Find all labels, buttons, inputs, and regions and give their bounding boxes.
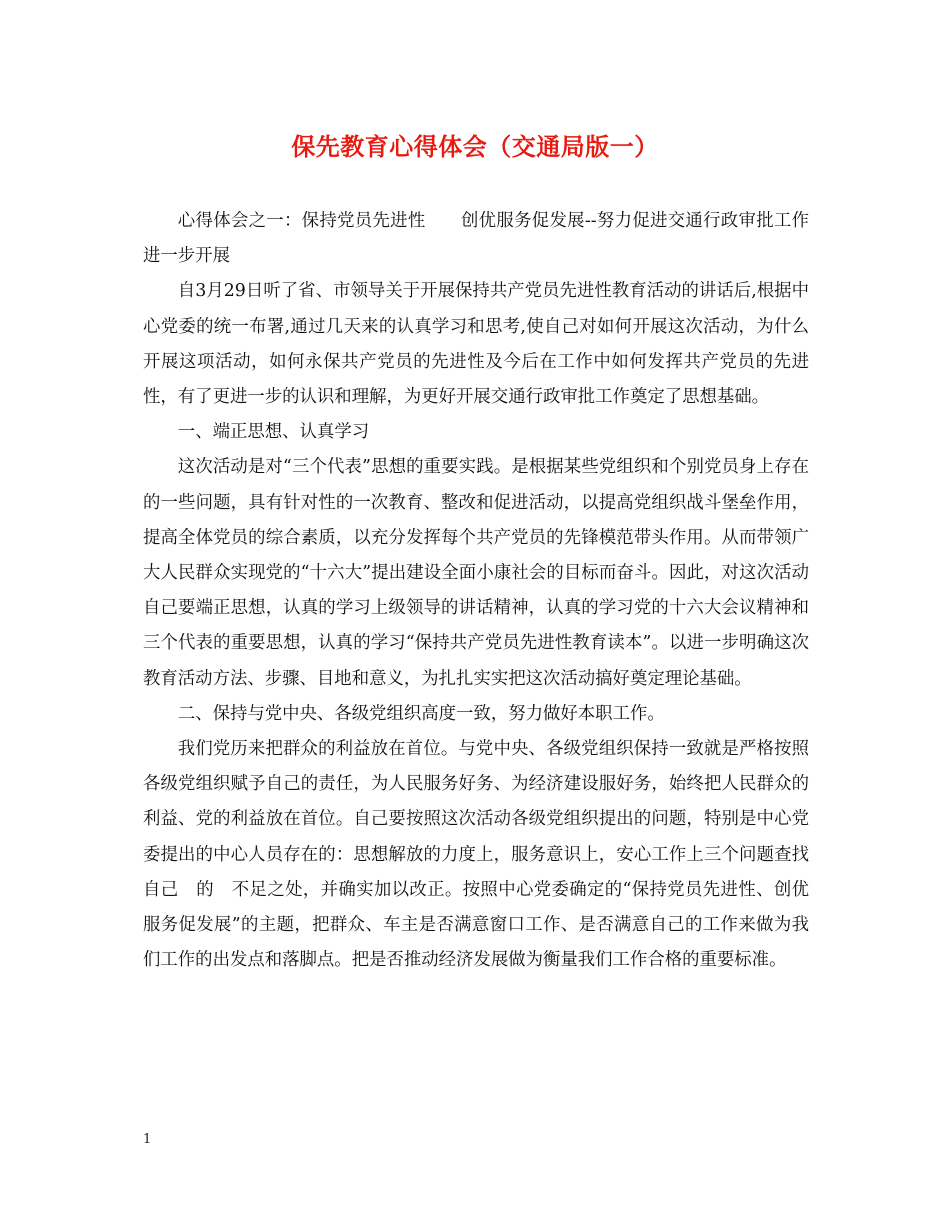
paragraph-intro: 自3月29日听了省、市领导关于开展保持共产党员先进性教育活动的讲话后,根据中心党委的统一布署,通过几天来的认真学习和思考,使自己对如何开展这次活动，为什么开展这项活动，如何永保共产党员的先进性及今后在工作中如何发挥共产党员的先进性，有了更进一步的认识和理解，为更好开展交通行政审批工作奠定了思想基础。: [143, 281, 809, 408]
document-body: [143, 204, 809, 978]
paragraph-section-1: 这次活动是对“三个代表”思想的重要实践。是根据某些党组织和个别党员身上存在的一些问题，具有针对性的一次教育、整改和促进活动，以提高党组织战斗堡垒作用，提高全体党员的综合素质，以充分发挥每个共产党员的先锋模范带头作用。从而带领广大人民群众实现党的“十六大”提出建设全面小康社会的目标而奋斗。因此，对这次活动自己要端正思想，认真的学习上级领导的讲话精神，认真的学习党的十六大会议精神和三个代表的重要思想，认真的学习“保持共产党员先进性教育读本”。以进一步明确这次教育活动方法、步骤、目地和意义，为扎扎实实把这次活动搞好奠定理论基础。: [143, 457, 809, 689]
section-heading-1: 一、端正思想、认真学习: [177, 422, 370, 443]
section-heading-2: 二、保持与党中央、各级党组织高度一致，努力做好本职工作。: [177, 703, 665, 724]
page-title: 保先教育心得体会（交通局版一）: [291, 132, 659, 161]
page-number: 1: [143, 1132, 152, 1147]
paragraph-subtitle: 心得体会之一：保持党员先进性 创优服务促发展--努力促进交通行政审批工作进一步开展: [143, 211, 809, 267]
paragraph-section-2: 我们党历来把群众的利益放在首位。与党中央、各级党组织保持一致就是严格按照各级党组织赋予自己的责任，为人民服务好务、为经济建设服好务，始终把人民群众的利益、党的利益放在首位。自己要按照这次活动各级党组织提出的问题，特别是中心党委提出的中心人员存在的：思想解放的力度上，服务意识上，安心工作上三个问题查找自己 的 不足之处，并确实加以改正。按照中心党委确定的“保持党员先进性、创优服务促发展”的主题，把群众、车主是否满意窗口工作、是否满意自己的工作来做为我们工作的出发点和落脚点。把是否推动经济发展做为衡量我们工作合格的重要标准。: [143, 739, 809, 971]
